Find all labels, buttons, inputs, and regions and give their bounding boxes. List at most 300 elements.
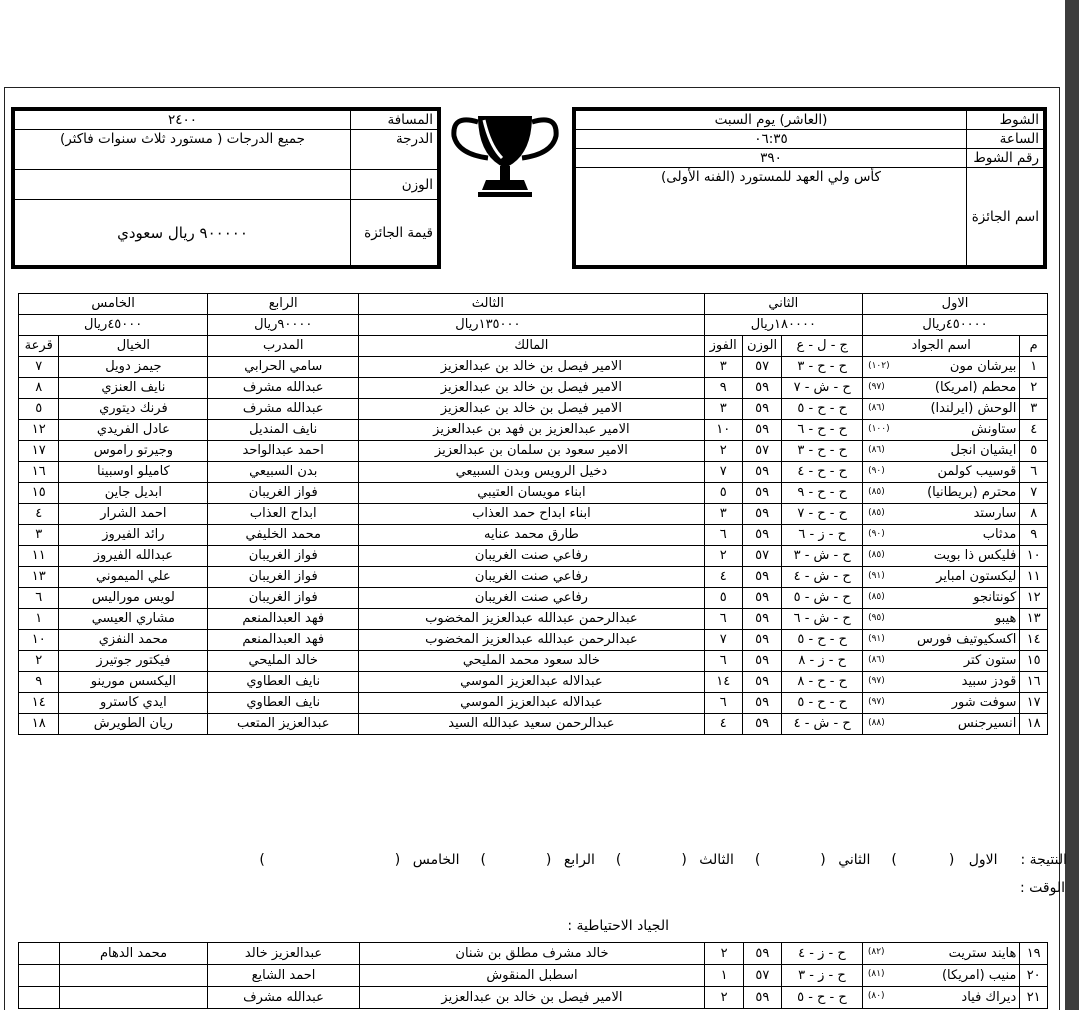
horse-jockey: نايف العنزي <box>59 378 208 399</box>
runner-row <box>19 483 1048 504</box>
horse-wins: ٦ <box>704 693 742 714</box>
prize-place: الثاني <box>704 294 862 315</box>
horse-owner: رفاعي صنت الغريبان <box>359 567 704 588</box>
result-line <box>7 852 1067 868</box>
horse-owner: دخيل الرويس وبدن السبيعي <box>359 462 704 483</box>
race-label: الشوط <box>967 111 1044 130</box>
horse-draw: ١٨ <box>19 714 59 735</box>
horse-name <box>863 525 1020 546</box>
prize-place: الثالث <box>359 294 704 315</box>
race-value: (العاشر) يوم السبت <box>576 111 967 130</box>
horse-sex-age: ح - ز - ٦ <box>782 525 863 546</box>
horse-weight: ٥٧ <box>742 546 781 567</box>
horse-trainer: نايف العطاوي <box>208 693 359 714</box>
horse-wins: ١٤ <box>704 672 742 693</box>
horse-draw <box>19 987 60 1009</box>
horse-wins: ٤ <box>704 714 742 735</box>
horse-wins: ٤ <box>704 567 742 588</box>
runner-row <box>19 378 1048 399</box>
horse-rating: (٩٧) <box>868 382 885 392</box>
horse-name <box>863 672 1020 693</box>
horse-name <box>863 630 1020 651</box>
horse-name <box>863 546 1020 567</box>
horse-weight: ٥٩ <box>742 588 781 609</box>
horse-wins: ٦ <box>704 525 742 546</box>
runner-row <box>19 462 1048 483</box>
horse-name <box>863 378 1020 399</box>
horse-weight: ٥٩ <box>742 714 781 735</box>
runner-row <box>19 441 1048 462</box>
horse-owner: عبدالاله عبدالعزيز الموسي <box>359 672 704 693</box>
runner-number: ١٧ <box>1020 693 1048 714</box>
horse-draw: ٤ <box>19 504 59 525</box>
horse-jockey: مشاري العيسي <box>59 609 208 630</box>
runner-row <box>19 567 1048 588</box>
runner-number: ٣ <box>1020 399 1048 420</box>
runner-number: ١٦ <box>1020 672 1048 693</box>
runner-row <box>19 588 1048 609</box>
reserve-row <box>19 987 1048 1009</box>
horse-trainer: سامي الحرابي <box>208 357 359 378</box>
prize-place: الخامس <box>19 294 208 315</box>
horse-sex-age: ح - ح - ٥ <box>782 630 863 651</box>
horse-name-text: سوفت شور <box>951 695 1017 710</box>
prize-amount: ٩٠٠٠٠ريال <box>208 315 359 336</box>
horse-sex-age: ح - ح - ٤ <box>782 462 863 483</box>
horse-weight: ٥٩ <box>742 399 781 420</box>
horse-weight: ٥٩ <box>742 630 781 651</box>
horse-owner: خالد سعود محمد المليحي <box>359 651 704 672</box>
prize-amount: ١٨٠٠٠٠ريال <box>704 315 862 336</box>
prize-amounts-row <box>19 315 1048 336</box>
horse-jockey: عبدالله الفيروز <box>59 546 208 567</box>
scrollbar[interactable] <box>1065 0 1079 1010</box>
reserves-title: الجياد الاحتياطية : <box>567 918 669 934</box>
horse-name-text: محترم (بريطانيا) <box>927 485 1017 500</box>
horse-owner: خالد مشرف مطلق بن شنان <box>359 943 705 965</box>
runner-number: ١١ <box>1020 567 1048 588</box>
horse-name <box>863 504 1020 525</box>
horse-weight: ٥٩ <box>742 483 781 504</box>
prize-amount: ٤٥٠٠٠ريال <box>19 315 208 336</box>
time-result-label: الوقت : <box>1020 880 1065 896</box>
horse-jockey <box>59 965 208 987</box>
horse-name-text: ديراك فياد <box>961 989 1017 1005</box>
horse-wins: ٢ <box>705 943 743 965</box>
horse-jockey <box>59 987 208 1009</box>
horse-jockey: ريان الطويرش <box>59 714 208 735</box>
horse-rating: (٨٨) <box>868 718 885 728</box>
horse-jockey: عادل الفريدي <box>59 420 208 441</box>
runner-row <box>19 672 1048 693</box>
horse-jockey: كاميلو اوسبينا <box>59 462 208 483</box>
horse-weight: ٥٩ <box>742 420 781 441</box>
horse-rating: (٩٠) <box>868 466 885 476</box>
horse-name <box>863 609 1020 630</box>
horse-weight: ٥٩ <box>742 609 781 630</box>
horse-owner: ابناء ابداح حمد العذاب <box>359 504 704 525</box>
col-trainer: المدرب <box>208 336 359 357</box>
horse-draw: ٢ <box>19 651 59 672</box>
horse-weight: ٥٧ <box>743 965 781 987</box>
horse-name-text: ستون كتر <box>963 653 1017 668</box>
horse-trainer: احمد عبدالواحد <box>208 441 359 462</box>
col-weight: الوزن <box>742 336 781 357</box>
horse-trainer: فواز الغريبان <box>208 546 359 567</box>
horse-weight: ٥٩ <box>742 651 781 672</box>
horse-trainer: عبدالله مشرف <box>208 399 359 420</box>
horse-sex-age: ح - ح - ٧ <box>782 504 863 525</box>
result-third-label: الثالث <box>699 852 734 868</box>
horse-weight: ٥٩ <box>742 693 781 714</box>
horse-weight: ٥٩ <box>742 525 781 546</box>
horse-trainer: محمد الخليفي <box>208 525 359 546</box>
result-first-close: ) <box>891 852 897 868</box>
runner-number: ٧ <box>1020 483 1048 504</box>
horse-rating: (٨٥) <box>868 508 885 518</box>
horse-jockey: رائد الفيروز <box>59 525 208 546</box>
horse-trainer: فواز الغريبان <box>208 588 359 609</box>
horse-weight: ٥٩ <box>742 567 781 588</box>
horse-trainer: نايف العطاوي <box>208 672 359 693</box>
prize-value: ٩٠٠٠٠٠ ريال سعودي <box>15 200 351 266</box>
prize-place: الرابع <box>208 294 359 315</box>
horse-draw: ١ <box>19 609 59 630</box>
horse-draw: ١٥ <box>19 483 59 504</box>
horse-draw: ١٣ <box>19 567 59 588</box>
horse-trainer: فواز الغريبان <box>208 567 359 588</box>
horse-wins: ٣ <box>704 399 742 420</box>
result-second-close: ) <box>754 852 761 868</box>
horse-name <box>863 714 1020 735</box>
horse-owner: الامير فيصل بن خالد بن عبدالعزيز <box>359 378 704 399</box>
col-no: م <box>1020 336 1048 357</box>
horse-name <box>863 651 1020 672</box>
horse-draw: ١١ <box>19 546 59 567</box>
horse-wins: ٣ <box>704 504 742 525</box>
prize-amount: ٤٥٠٠٠٠ريال <box>863 315 1048 336</box>
horse-owner: عبدالاله عبدالعزيز الموسي <box>359 693 704 714</box>
horse-sex-age: ح - ش - ٤ <box>782 714 863 735</box>
horse-sex-age: ح - ح - ٥ <box>782 693 863 714</box>
horse-draw: ١٠ <box>19 630 59 651</box>
horse-rating: (١٠٢) <box>868 361 890 371</box>
horse-name-text: فليكس ذا بويت <box>933 548 1017 563</box>
runner-number: ٥ <box>1020 441 1048 462</box>
horse-name-text: هايند ستريت <box>948 945 1017 961</box>
horse-weight: ٥٧ <box>742 357 781 378</box>
horse-trainer: عبدالعزيز المتعب <box>208 714 359 735</box>
runner-number: ٢٠ <box>1020 965 1048 987</box>
horse-wins: ١ <box>705 965 743 987</box>
time-label: الساعة <box>967 130 1044 149</box>
horse-name-text: ليكستون امباير <box>936 569 1017 584</box>
horse-jockey: ابديل جاين <box>59 483 208 504</box>
horse-name-text: محطم (امريكا) <box>934 380 1017 395</box>
horse-draw: ١٢ <box>19 420 59 441</box>
runner-number: ١٣ <box>1020 609 1048 630</box>
horse-trainer: احمد الشايع <box>208 965 359 987</box>
distance-value: ٢٤٠٠ <box>15 111 351 130</box>
horse-owner: عبدالرحمن عبدالله عبدالعزيز المخضوب <box>359 609 704 630</box>
col-sex: ج - ل - ع <box>782 336 863 357</box>
horse-name-text: كونتانجو <box>973 590 1017 605</box>
horse-name-text: قوسيب كولمن <box>937 464 1017 479</box>
prize-name-label: اسم الجائزة <box>967 168 1044 266</box>
runner-number: ٢١ <box>1020 987 1048 1009</box>
horse-weight: ٥٩ <box>742 462 781 483</box>
horse-jockey: محمد الدهام <box>59 943 208 965</box>
horse-trainer: خالد المليحي <box>208 651 359 672</box>
horse-trainer: فواز الغريبان <box>208 483 359 504</box>
horse-owner: عبدالرحمن سعيد عبدالله السيد <box>359 714 704 735</box>
horse-name-text: الوحش (ايرلندا) <box>930 401 1017 416</box>
horse-draw: ٥ <box>19 399 59 420</box>
horse-trainer: ابداح العذاب <box>208 504 359 525</box>
horse-owner: ابناء مويسان العتيبي <box>359 483 704 504</box>
horse-name <box>863 399 1020 420</box>
horse-wins: ٦ <box>704 651 742 672</box>
horse-trainer: فهد العبدالمنعم <box>208 630 359 651</box>
result-first-label: الاول <box>968 852 998 868</box>
col-draw: قرعة <box>19 336 59 357</box>
horse-trainer: فهد العبدالمنعم <box>208 609 359 630</box>
horse-jockey: احمد الشرار <box>59 504 208 525</box>
runner-number: ١٤ <box>1020 630 1048 651</box>
runner-row <box>19 420 1048 441</box>
horse-rating: (٨٥) <box>868 592 885 602</box>
horse-draw: ١٤ <box>19 693 59 714</box>
prize-name-value: كأس ولي العهد للمستورد (الفنه الأولى) <box>576 168 967 266</box>
horse-weight: ٥٩ <box>742 672 781 693</box>
horse-draw: ٧ <box>19 357 59 378</box>
horse-jockey: علي الميموني <box>59 567 208 588</box>
horse-name-text: سارستد <box>973 506 1017 521</box>
horse-name <box>863 483 1020 504</box>
horse-draw: ١٧ <box>19 441 59 462</box>
horse-sex-age: ح - ش - ٣ <box>782 546 863 567</box>
horse-name <box>863 441 1020 462</box>
horse-sex-age: ح - ش - ٧ <box>782 378 863 399</box>
result-fourth-close: ) <box>480 852 486 868</box>
horse-rating: (٩٥) <box>868 613 885 623</box>
runner-number: ١٨ <box>1020 714 1048 735</box>
runner-number: ٢ <box>1020 378 1048 399</box>
horse-jockey: اليكسس مورينو <box>59 672 208 693</box>
column-header-row <box>19 336 1048 357</box>
col-jockey: الخيال <box>59 336 208 357</box>
horse-wins: ١٠ <box>704 420 742 441</box>
horse-wins: ٧ <box>704 462 742 483</box>
horse-sex-age: ح - ح - ٨ <box>782 672 863 693</box>
horse-weight: ٥٩ <box>743 987 781 1009</box>
horse-name <box>863 588 1020 609</box>
result-third-open: ( <box>681 852 687 868</box>
horse-sex-age: ح - ز - ٣ <box>782 965 863 987</box>
horse-sex-age: ح - ش - ٥ <box>782 588 863 609</box>
runner-row <box>19 651 1048 672</box>
horse-name-text: مدثاب <box>982 527 1017 542</box>
horse-name <box>862 943 1019 965</box>
race-number-value: ٣٩٠ <box>576 149 967 168</box>
horse-rating: (٨٦) <box>868 403 885 413</box>
horse-owner: عبدالرحمن عبدالله عبدالعزيز المخضوب <box>359 630 704 651</box>
horse-rating: (٩٧) <box>868 676 885 686</box>
col-wins: الفوز <box>704 336 742 357</box>
horse-rating: (٨٠) <box>867 991 885 1001</box>
horse-name-text: هيبو <box>994 611 1017 626</box>
horse-wins: ٥ <box>704 588 742 609</box>
horse-wins: ٢ <box>704 441 742 462</box>
horse-name-text: بيرشان مون <box>949 359 1017 374</box>
horse-weight: ٥٩ <box>742 378 781 399</box>
horse-name-text: انسيرجنس <box>957 716 1017 731</box>
horse-sex-age: ح - ز - ٨ <box>782 651 863 672</box>
runners-table <box>18 293 1048 735</box>
horse-draw: ٩ <box>19 672 59 693</box>
runner-number: ٨ <box>1020 504 1048 525</box>
horse-name-text: قودز سبيد <box>961 674 1017 689</box>
horse-name <box>863 462 1020 483</box>
horse-name-text: ستاونش <box>971 422 1017 437</box>
race-info-box <box>572 107 1047 269</box>
race-details-box <box>11 107 441 269</box>
horse-name <box>863 420 1020 441</box>
runner-number: ١٥ <box>1020 651 1048 672</box>
horse-rating: (٩٠) <box>868 529 885 539</box>
horse-sex-age: ح - ح - ٦ <box>782 420 863 441</box>
time-value: ٠٦:٣٥ <box>576 130 967 149</box>
class-label: الدرجة <box>351 130 438 170</box>
horse-owner: الامير فيصل بن خالد بن عبدالعزيز <box>359 399 704 420</box>
horse-sex-age: ح - ح - ٩ <box>782 483 863 504</box>
horse-trainer: عبدالعزيز خالد <box>208 943 359 965</box>
result-fifth-close: ) <box>259 852 265 868</box>
horse-draw: ١٦ <box>19 462 59 483</box>
weight-label: الوزن <box>351 170 438 200</box>
horse-name <box>862 965 1019 987</box>
horse-draw <box>19 965 60 987</box>
runner-number: ١ <box>1020 357 1048 378</box>
runner-row <box>19 546 1048 567</box>
horse-rating: (٩٧) <box>868 697 885 707</box>
weight-value <box>15 170 351 200</box>
runner-number: ٤ <box>1020 420 1048 441</box>
prize-value-label: قيمة الجائزة <box>351 200 438 266</box>
prize-amount: ١٣٥٠٠٠ريال <box>359 315 704 336</box>
horse-jockey: وجيرتو راموس <box>59 441 208 462</box>
horse-name <box>863 357 1020 378</box>
horse-rating: (٩١) <box>868 571 885 581</box>
result-second-label: الثاني <box>838 852 871 868</box>
horse-weight: ٥٩ <box>743 943 781 965</box>
horse-rating: (٨٦) <box>868 445 885 455</box>
horse-draw <box>19 943 60 965</box>
runner-row <box>19 714 1048 735</box>
horse-sex-age: ح - ش - ٤ <box>782 567 863 588</box>
horse-draw: ٦ <box>19 588 59 609</box>
horse-jockey: فيكتور جوتيرز <box>59 651 208 672</box>
horse-owner: الامير فيصل بن خالد بن عبدالعزيز <box>359 987 705 1009</box>
horse-name <box>863 693 1020 714</box>
horse-sex-age: ح - ح - ٣ <box>782 441 863 462</box>
horse-name-text: اكسكيوتيف فورس <box>916 632 1017 647</box>
horse-jockey: محمد النفزي <box>59 630 208 651</box>
horse-owner: الامير فيصل بن خالد بن عبدالعزيز <box>359 357 704 378</box>
horse-sex-age: ح - ح - ٥ <box>782 987 863 1009</box>
horse-wins: ٥ <box>704 483 742 504</box>
horse-jockey: جيمز دويل <box>59 357 208 378</box>
horse-sex-age: ح - ز - ٤ <box>782 943 863 965</box>
horse-wins: ٢ <box>705 987 743 1009</box>
horse-rating: (٨٥) <box>868 550 885 560</box>
class-value: جميع الدرجات ( مستورد ثلاث سنوات فاكثر) <box>15 130 351 170</box>
runner-number: ٩ <box>1020 525 1048 546</box>
runner-row <box>19 693 1048 714</box>
horse-sex-age: ح - ش - ٦ <box>782 609 863 630</box>
horse-name-text: منيب (امريكا) <box>941 967 1017 983</box>
horse-trainer: عبدالله مشرف <box>208 378 359 399</box>
prize-place: الاول <box>863 294 1048 315</box>
horse-owner: الامير عبدالعزيز بن فهد بن عبدالعزيز <box>359 420 704 441</box>
runner-row <box>19 399 1048 420</box>
horse-wins: ٩ <box>704 378 742 399</box>
horse-wins: ٧ <box>704 630 742 651</box>
horse-jockey: فرنك ديتوري <box>59 399 208 420</box>
horse-name <box>862 987 1019 1009</box>
reserve-row <box>19 965 1048 987</box>
horse-name <box>863 567 1020 588</box>
reserves-table <box>18 942 1048 1009</box>
horse-rating: (٨٦) <box>868 655 885 665</box>
runner-row <box>19 630 1048 651</box>
col-horse: اسم الجواد <box>863 336 1020 357</box>
horse-wins: ٣ <box>704 357 742 378</box>
horse-name-text: ايشيان انجل <box>950 443 1017 458</box>
result-fifth-label: الخامس <box>412 852 460 868</box>
horse-rating: (٨٥) <box>868 487 885 497</box>
horse-rating: (٨٢) <box>867 947 885 957</box>
horse-owner: اسطبل المنقوش <box>359 965 705 987</box>
result-label: النتيجة : <box>1020 852 1067 868</box>
result-first-open: ( <box>948 852 955 868</box>
horse-draw: ٨ <box>19 378 59 399</box>
runner-row <box>19 504 1048 525</box>
horse-wins: ٢ <box>704 546 742 567</box>
runner-number: ١٢ <box>1020 588 1048 609</box>
horse-owner: الامير سعود بن سلمان بن عبدالعزيز <box>359 441 704 462</box>
horse-weight: ٥٩ <box>742 504 781 525</box>
prize-places-row <box>19 294 1048 315</box>
horse-trainer: بدن السبيعي <box>208 462 359 483</box>
result-second-open: ( <box>820 852 826 868</box>
runner-row <box>19 357 1048 378</box>
runner-row <box>19 525 1048 546</box>
distance-label: المسافة <box>351 111 438 130</box>
runner-number: ١٠ <box>1020 546 1048 567</box>
runner-number: ٦ <box>1020 462 1048 483</box>
result-third-close: ) <box>615 852 622 868</box>
horse-wins: ٦ <box>704 609 742 630</box>
horse-sex-age: ح - ح - ٣ <box>782 357 863 378</box>
horse-weight: ٥٧ <box>742 441 781 462</box>
race-number-label: رقم الشوط <box>967 149 1044 168</box>
horse-owner: رفاعي صنت الغريبان <box>359 588 704 609</box>
horse-owner: رفاعي صنت الغريبان <box>359 546 704 567</box>
horse-jockey: لويس موراليس <box>59 588 208 609</box>
horse-sex-age: ح - ح - ٥ <box>782 399 863 420</box>
horse-rating: (٨١) <box>867 969 885 979</box>
